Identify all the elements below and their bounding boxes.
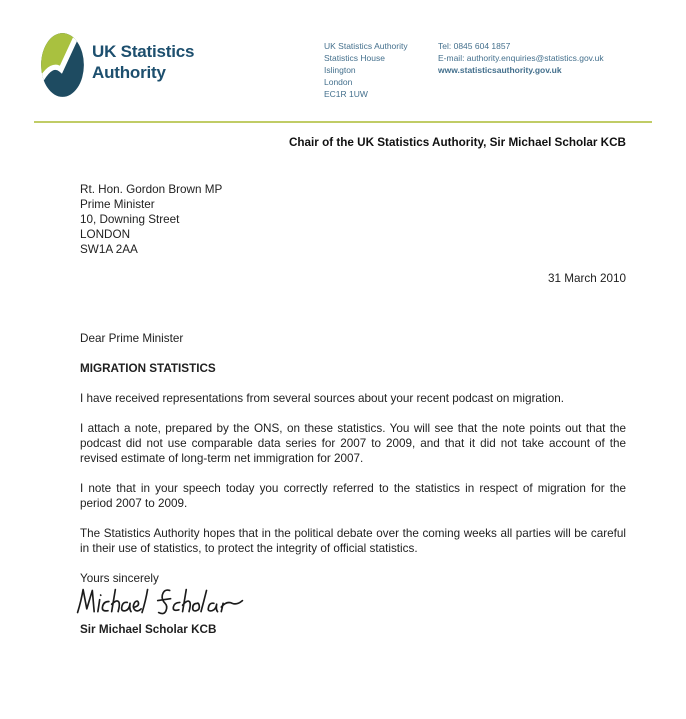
body-paragraph: I note that in your speech today you correctly referred to the statistics in respect of migration for the period 2007 to 2009. bbox=[80, 482, 626, 510]
logo-line1: UK Statistics bbox=[92, 42, 195, 61]
body-paragraph: I have received representations from several sources about your recent podcast on migration. bbox=[80, 392, 564, 405]
signature-handwriting-icon bbox=[72, 584, 260, 619]
website-url: www.statisticsauthority.gov.uk bbox=[438, 65, 562, 75]
salutation: Dear Prime Minister bbox=[80, 332, 184, 345]
recipient-line: SW1A 2AA bbox=[80, 243, 138, 256]
letterhead-contact bbox=[438, 40, 604, 76]
email-address: E-mail: authority.enquiries@statistics.gov.uk bbox=[438, 53, 604, 63]
logo-line2: Authority bbox=[92, 63, 166, 82]
body-paragraph: I attach a note, prepared by the ONS, on these statistics. You will see that the note points out that the podcast did not use comparable data series for 2007 to 2009, and that it did not take account of the revised estimate of long-term net immigration for 2007. bbox=[80, 422, 626, 465]
recipient-address bbox=[80, 182, 626, 257]
recipient-line: Rt. Hon. Gordon Brown MP bbox=[80, 183, 223, 196]
phone-number: Tel: 0845 604 1857 bbox=[438, 41, 511, 51]
letterhead-divider bbox=[34, 121, 652, 123]
letter-content bbox=[80, 182, 626, 637]
letter-date: 31 March 2010 bbox=[548, 272, 626, 285]
recipient-line: LONDON bbox=[80, 228, 131, 241]
letterhead-address-line: EC1R 1UW bbox=[324, 89, 368, 99]
subject-line: MIGRATION STATISTICS bbox=[80, 362, 216, 375]
letterhead-address bbox=[324, 40, 408, 100]
letterhead-address-line: Statistics House bbox=[324, 53, 385, 63]
signatory-name: Sir Michael Scholar KCB bbox=[80, 623, 217, 636]
letterhead-address-line: Islington bbox=[324, 65, 356, 75]
letterhead-address-line: London bbox=[324, 77, 353, 87]
closing-line: Yours sincerely bbox=[80, 572, 159, 585]
body-paragraph: The Statistics Authority hopes that in the political debate over the coming weeks all parties will be careful in their use of statistics, to protect the integrity of official statistics. bbox=[80, 527, 626, 555]
recipient-line: 10, Downing Street bbox=[80, 213, 180, 226]
chair-title-line: Chair of the UK Statistics Authority, Sir Michael Scholar KCB bbox=[288, 136, 626, 149]
uksa-logo-icon bbox=[40, 32, 85, 98]
recipient-line: Prime Minister bbox=[80, 198, 155, 211]
letterhead-address-line: UK Statistics Authority bbox=[324, 41, 408, 51]
logo-wordmark bbox=[92, 41, 194, 83]
